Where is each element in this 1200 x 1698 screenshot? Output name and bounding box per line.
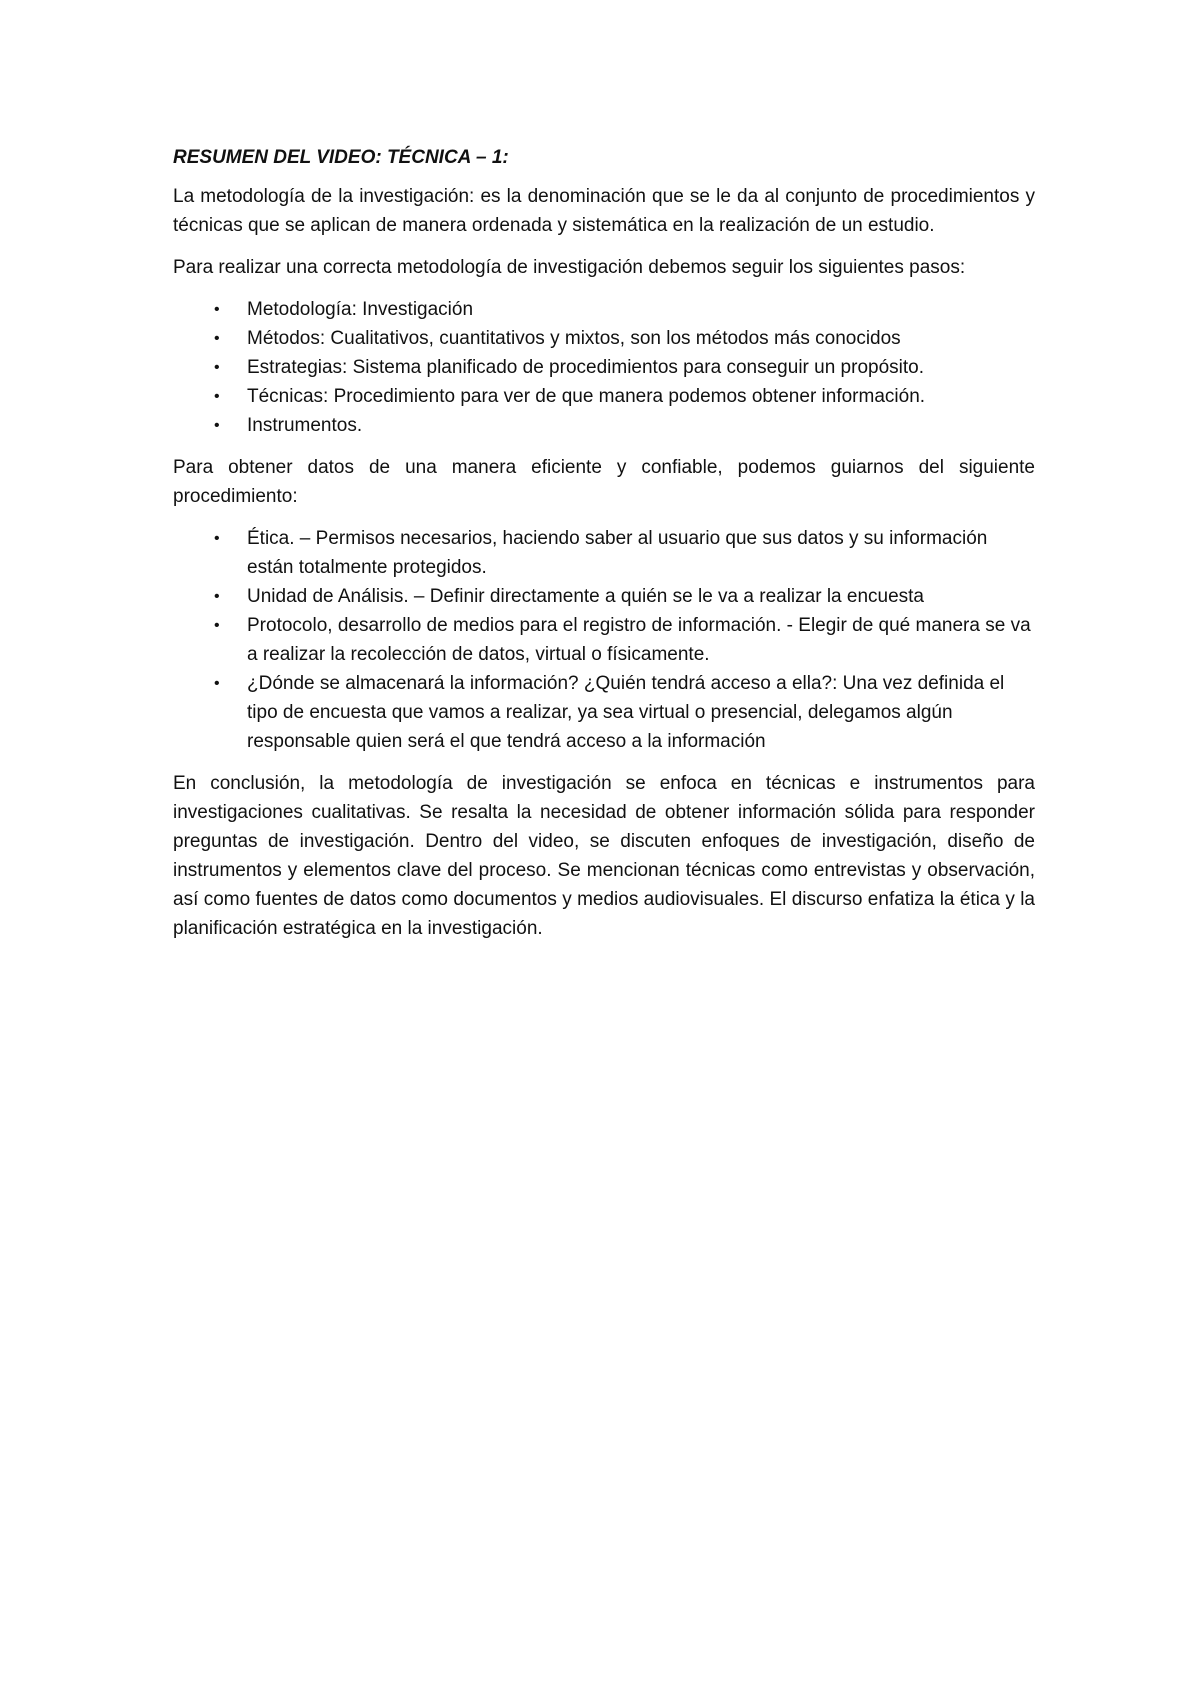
steps-list <box>173 295 1035 440</box>
list-item <box>173 582 1035 611</box>
list-item <box>173 611 1035 669</box>
conclusion-paragraph: En conclusión, la metodología de investigación se enfoca en técnicas e instrumentos para investigaciones cualitativas. Se resalta la necesidad de obtener información sólida para responder preguntas de investigación. Dentro del video, se discuten enfoques de investigación, diseño de instrumentos y elementos clave del proceso. Se mencionan técnicas como entrevistas y observación, así como fuentes de datos como documentos y medios audiovisuales. El discurso enfatiza la ética y la planificación estratégica en la investigación. <box>173 773 1035 939</box>
bullet-icon: • <box>214 675 220 692</box>
list-item-text: Instrumentos. <box>247 415 363 436</box>
bullet-icon: • <box>214 417 220 434</box>
bullet-icon: • <box>214 530 220 547</box>
bullet-icon: • <box>214 359 220 376</box>
list-item <box>173 411 1035 440</box>
list-item <box>173 669 1035 756</box>
procedure-list <box>173 524 1035 756</box>
list-item <box>173 324 1035 353</box>
document-title: RESUMEN DEL VIDEO: TÉCNICA – 1: <box>173 147 509 168</box>
list-item-text: Técnicas: Procedimiento para ver de que manera podemos obtener información. <box>247 386 926 407</box>
list-item-text: Ética. – Permisos necesarios, haciendo saber al usuario que sus datos y su información están totalmente protegidos. <box>247 528 988 578</box>
procedure-intro-paragraph: Para obtener datos de una manera eficiente y confiable, podemos guiarnos del siguiente procedimiento: <box>173 457 1035 507</box>
document-page <box>173 143 1035 956</box>
list-item-text: Estrategias: Sistema planificado de procedimientos para conseguir un propósito. <box>247 357 924 378</box>
list-item-text: ¿Dónde se almacenará la información? ¿Quién tendrá acceso a ella?: Una vez definida el tipo de encuesta que vamos a realizar, ya sea virtual o presencial, delegamos algún responsable quien será el que tendrá acceso a la información <box>247 673 1005 752</box>
list-item-text: Métodos: Cualitativos, cuantitativos y mixtos, son los métodos más conocidos <box>247 328 901 349</box>
list-item <box>173 295 1035 324</box>
bullet-icon: • <box>214 588 220 605</box>
list-item <box>173 382 1035 411</box>
bullet-icon: • <box>214 330 220 347</box>
intro-paragraph: La metodología de la investigación: es la denominación que se le da al conjunto de procedimientos y técnicas que se aplican de manera ordenada y sistemática en la realización de un estudio. <box>173 186 1035 236</box>
list-item-text: Metodología: Investigación <box>247 299 474 320</box>
bullet-icon: • <box>214 617 220 634</box>
list-item-text: Unidad de Análisis. – Definir directamente a quién se le va a realizar la encuesta <box>247 586 924 607</box>
bullet-icon: • <box>214 301 220 318</box>
list-item-text: Protocolo, desarrollo de medios para el registro de información. - Elegir de qué manera se va a realizar la recolección de datos, virtual o físicamente. <box>247 615 1031 665</box>
bullet-icon: • <box>214 388 220 405</box>
list-item <box>173 353 1035 382</box>
steps-intro-paragraph: Para realizar una correcta metodología de investigación debemos seguir los siguientes pasos: <box>173 257 966 278</box>
list-item <box>173 524 1035 582</box>
